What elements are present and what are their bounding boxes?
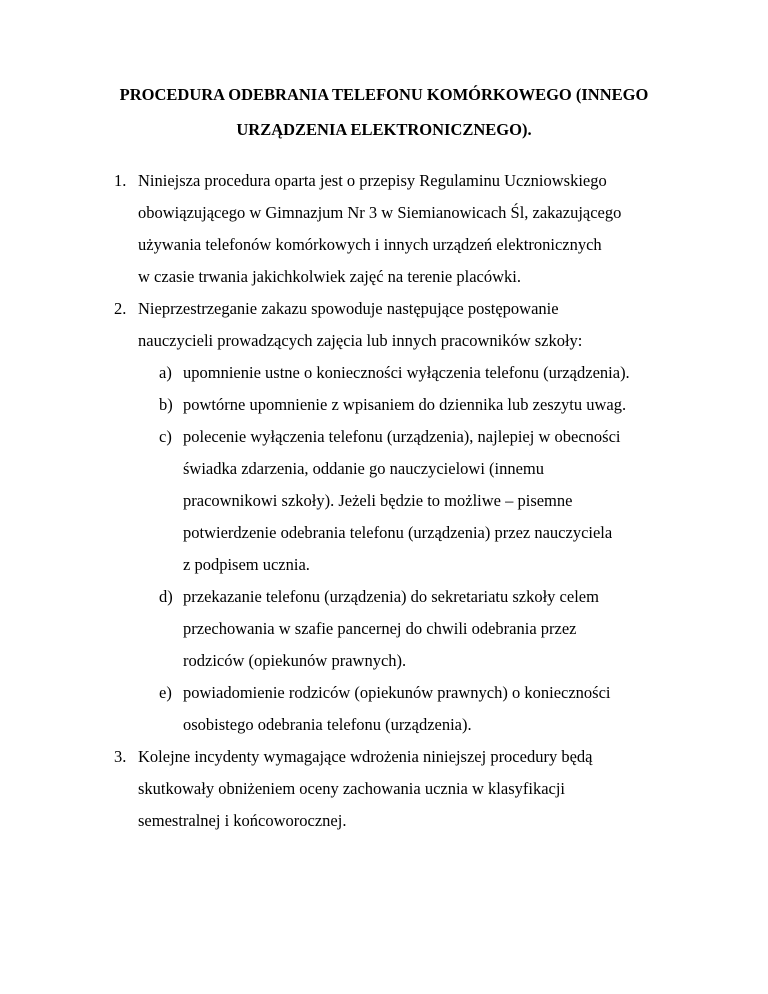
subitem-c-line-4: potwierdzenie odebrania telefonu (urządzenia) przez nauczyciela [183, 523, 613, 542]
subitem-c-line-3: pracownikowi szkoły). Jeżeli będzie to możliwe – pisemne [183, 491, 573, 510]
subitem-c-line-1: polecenie wyłączenia telefonu (urządzenia), najlepiej w obecności [183, 427, 621, 446]
item-3-line-1: Kolejne incydenty wymagające wdrożenia niniejszej procedury będą [138, 747, 593, 766]
item-3-line-3: semestralnej i końcoworocznej. [138, 811, 347, 830]
item-3-line-2: skutkowały obniżeniem oceny zachowania ucznia w klasyfikacji [138, 779, 566, 798]
subitem-d-line-2: przechowania w szafie pancernej do chwili odebrania przez [183, 619, 577, 638]
subitem-c-marker: c) [159, 427, 172, 446]
title-line-1: PROCEDURA ODEBRANIA TELEFONU KOMÓRKOWEGO (INNEGO [119, 85, 649, 104]
subitem-a-marker: a) [159, 363, 172, 382]
item-1-line-1: Niniejsza procedura oparta jest o przepisy Regulaminu Uczniowskiego [138, 171, 607, 190]
subitem-b-line-1: powtórne upomnienie z wpisaniem do dziennika lub zeszytu uwag. [183, 395, 627, 414]
item-1-line-2: obowiązującego w Gimnazjum Nr 3 w Siemianowicach Śl, zakazującego [138, 203, 622, 222]
subitem-e-line-2: osobistego odebrania telefonu (urządzenia). [183, 715, 472, 734]
subitem-e-marker: e) [159, 683, 172, 702]
item-1-marker: 1. [114, 171, 127, 190]
subitem-c-line-2: świadka zdarzenia, oddanie go nauczycielowi (innemu [183, 459, 545, 478]
subitem-a-line-1: upomnienie ustne o konieczności wyłączenia telefonu (urządzenia). [183, 363, 630, 382]
item-3-marker: 3. [114, 747, 127, 766]
subitem-d-marker: d) [159, 587, 173, 606]
item-2-marker: 2. [114, 299, 127, 318]
item-2-line-1: Nieprzestrzeganie zakazu spowoduje następujące postępowanie [138, 299, 559, 318]
title-line-2: URZĄDZENIA ELEKTRONICZNEGO). [236, 120, 532, 139]
item-1-line-4: w czasie trwania jakichkolwiek zajęć na terenie placówki. [138, 267, 521, 286]
subitem-d-line-1: przekazanie telefonu (urządzenia) do sekretariatu szkoły celem [183, 587, 599, 606]
subitem-c-line-5: z podpisem ucznia. [183, 555, 310, 574]
item-2-line-2: nauczycieli prowadzących zajęcia lub innych pracowników szkoły: [138, 331, 583, 350]
subitem-e-line-1: powiadomienie rodziców (opiekunów prawnych) o konieczności [183, 683, 611, 702]
subitem-d-line-3: rodziców (opiekunów prawnych). [183, 651, 407, 670]
subitem-b-marker: b) [159, 395, 173, 414]
item-1-line-3: używania telefonów komórkowych i innych urządzeń elektronicznych [138, 235, 602, 254]
